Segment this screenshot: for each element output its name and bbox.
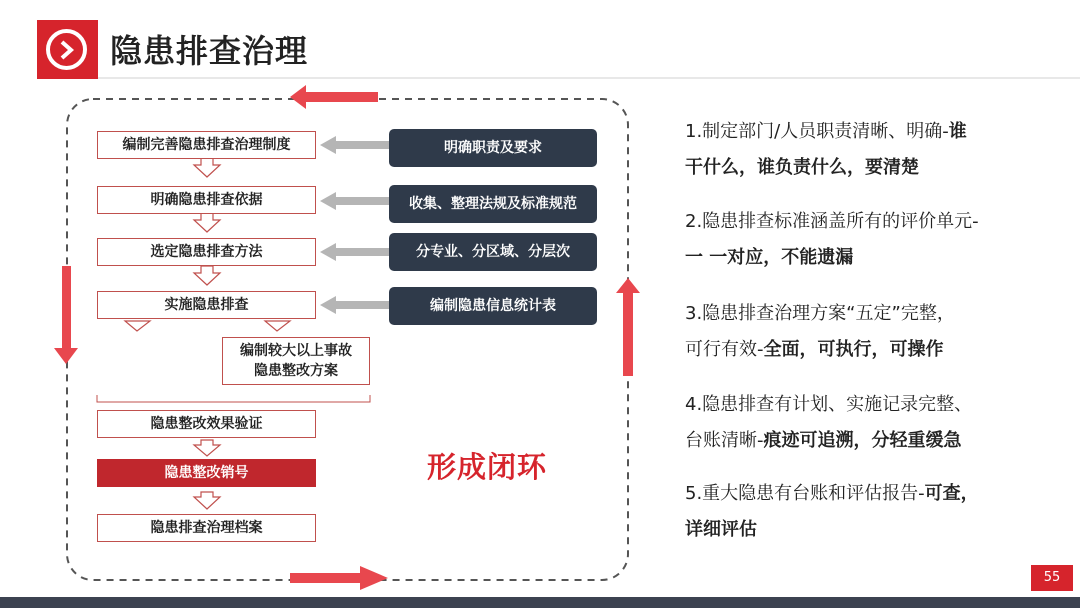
flow-branch-line: 隐患整改方案 (254, 363, 338, 379)
flow-step-archive: 隐患排查治理档案 (97, 514, 316, 542)
point-item (685, 204, 979, 276)
input-arrow-left-icon (320, 243, 389, 261)
flow-step-verify: 隐患整改效果验证 (97, 410, 316, 438)
point-emphasis: 详细评估 (685, 519, 757, 540)
loop-arrow-up-icon (616, 278, 640, 376)
input-arrow-left-icon (320, 136, 389, 154)
point-text: 1.制定部门/人员职责清晰、明确- (685, 121, 949, 142)
flow-step-select-method: 选定隐患排查方法 (97, 238, 316, 266)
flow-down-arrow-icon (194, 213, 220, 232)
point-item (685, 114, 967, 186)
flow-down-arrow-icon (194, 158, 220, 177)
flow-branch-line: 编制较大以上事故 (240, 343, 352, 359)
input-box-responsibilities: 明确职责及要求 (389, 129, 597, 167)
page-title: 隐患排查治理 (110, 32, 309, 70)
point-emphasis: 一 一对应，不能遗漏 (685, 247, 854, 268)
loop-arrow-left-icon (290, 85, 378, 109)
flow-step-close-out: 隐患整改销号 (97, 459, 316, 487)
flow-down-arrow-icon (194, 492, 220, 509)
input-box-categories: 分专业、分区域、分层次 (389, 233, 597, 271)
flow-bracket-connector (97, 395, 370, 402)
flow-down-arrow-icon (265, 321, 290, 331)
point-emphasis: 可查， (924, 483, 979, 504)
point-text: 台账清晰- (685, 430, 764, 451)
point-text: 可行有效- (685, 339, 764, 360)
point-text: 3.隐患排查治理方案“五定”完整， (685, 303, 955, 324)
loop-label: 形成闭环 (427, 450, 548, 484)
flow-step-implement: 实施隐患排查 (97, 291, 316, 319)
point-item (685, 387, 972, 459)
point-emphasis: 全面，可执行，可操作 (763, 339, 944, 360)
point-text: 5.重大隐患有台账和评估报告- (685, 483, 925, 504)
point-emphasis: 痕迹可追溯，分轻重缓急 (763, 430, 962, 451)
flow-down-arrow-icon (194, 266, 220, 285)
flow-step-define-basis: 明确隐患排查依据 (97, 186, 316, 214)
point-text: 4.隐患排查有计划、实施记录完整、 (685, 394, 973, 415)
page-number: 55 (1031, 565, 1073, 591)
flow-down-arrow-icon (125, 321, 150, 331)
point-emphasis: 谁 (948, 121, 967, 142)
input-arrow-left-icon (320, 296, 389, 314)
input-box-regulations: 收集、整理法规及标准规范 (389, 185, 597, 223)
loop-arrow-right-icon (290, 566, 388, 590)
footer-bar (0, 597, 1080, 608)
point-item (685, 296, 955, 368)
flow-step-establish-system: 编制完善隐患排查治理制度 (97, 131, 316, 159)
point-text: 2.隐患排查标准涵盖所有的评价单元- (685, 211, 979, 232)
flow-down-arrow-icon (194, 440, 220, 456)
input-arrow-left-icon (320, 192, 389, 210)
input-box-statistics: 编制隐患信息统计表 (389, 287, 597, 325)
point-item (685, 476, 979, 548)
loop-arrow-down-icon (54, 266, 78, 364)
flow-branch-rectification-plan (222, 337, 370, 385)
point-emphasis: 干什么，谁负责什么，要清楚 (685, 157, 919, 178)
